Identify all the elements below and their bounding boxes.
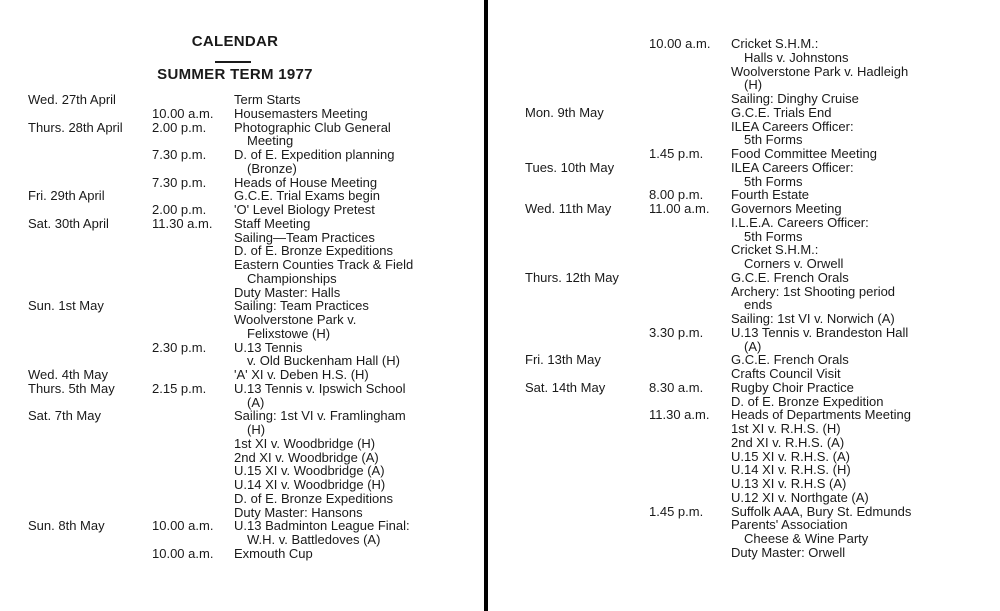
entry-events bbox=[731, 147, 995, 161]
entry-events bbox=[731, 353, 995, 381]
calendar-entry bbox=[28, 148, 484, 176]
calendar-entry bbox=[28, 409, 484, 519]
entry-events bbox=[234, 176, 484, 190]
event-line: D. of E. Expedition planning bbox=[234, 147, 395, 162]
entry-time: 1.45 p.m. bbox=[649, 146, 704, 161]
entry-events bbox=[731, 408, 995, 504]
event-line: Housemasters Meeting bbox=[234, 105, 368, 121]
calendar-entry bbox=[28, 217, 484, 300]
event-line: Archery: 1st Shooting period bbox=[731, 283, 896, 299]
event-line: G.C.E. French Orals bbox=[731, 352, 849, 368]
event-line: Fourth Estate bbox=[731, 187, 810, 203]
entry-events bbox=[234, 93, 484, 107]
calendar-entry bbox=[28, 189, 484, 203]
entry-events bbox=[731, 202, 995, 271]
entry-date: Sun. 1st May bbox=[28, 298, 104, 314]
entry-date: Sat. 14th May bbox=[525, 379, 606, 395]
event-line: D. of E. Bronze Expedition bbox=[731, 393, 884, 409]
event-line: Corners v. Orwell bbox=[744, 256, 844, 271]
entry-date: Wed. 27th April bbox=[28, 92, 116, 107]
entry-date: Wed. 11th May bbox=[525, 201, 612, 216]
entry-time: 10.00 a.m. bbox=[649, 36, 711, 51]
entry-events bbox=[731, 161, 995, 189]
entry-time bbox=[152, 299, 234, 340]
event-line: Exmouth Cup bbox=[234, 545, 313, 561]
calendar-entry bbox=[28, 121, 484, 149]
entry-time: 1.45 p.m. bbox=[649, 503, 704, 519]
entry-date: Thurs. 28th April bbox=[28, 119, 123, 135]
event-line: G.C.E. Trials End bbox=[731, 104, 832, 120]
left-calendar-entries bbox=[28, 93, 484, 561]
entry-time bbox=[152, 409, 234, 519]
entry-events bbox=[731, 37, 995, 106]
event-line: 2nd XI v. Woodbridge (A) bbox=[234, 449, 379, 465]
entry-time bbox=[649, 271, 731, 326]
calendar-entry bbox=[28, 176, 484, 190]
event-line: Parents' Association bbox=[731, 517, 848, 533]
entry-events bbox=[234, 203, 484, 217]
entry-time: 3.30 p.m. bbox=[649, 324, 704, 340]
entry-date: Fri. 13th May bbox=[525, 352, 601, 368]
entry-time: 10.00 a.m. bbox=[152, 545, 214, 561]
calendar-entry bbox=[525, 188, 995, 202]
event-line: 5th Forms bbox=[744, 228, 803, 244]
event-line: Photographic Club General bbox=[234, 119, 391, 135]
right-calendar-entries bbox=[525, 37, 995, 560]
entry-events bbox=[731, 326, 995, 354]
event-line: (H) bbox=[744, 77, 763, 93]
event-line: D. of E. Bronze Expeditions bbox=[234, 243, 393, 259]
calendar-entry bbox=[28, 299, 484, 340]
event-line: Sailing—Team Practices bbox=[234, 229, 375, 245]
entry-date: Tues. 10th May bbox=[525, 159, 615, 175]
term-subtitle: SUMMER TERM 1977 bbox=[157, 66, 313, 83]
entry-time: 2.00 p.m. bbox=[152, 119, 207, 135]
event-line: U.15 XI v. R.H.S. (A) bbox=[731, 448, 850, 464]
entry-events bbox=[234, 148, 484, 176]
event-line: Staff Meeting bbox=[234, 215, 311, 231]
entry-events bbox=[234, 217, 484, 300]
event-line: Food Committee Meeting bbox=[731, 146, 877, 161]
calendar-entry bbox=[28, 93, 484, 107]
event-line: Duty Master: Orwell bbox=[731, 544, 846, 560]
entry-time bbox=[649, 161, 731, 189]
calendar-entry bbox=[525, 505, 995, 560]
left-page bbox=[0, 0, 484, 611]
entry-events bbox=[234, 341, 484, 369]
event-line: Woolverstone Park v. Hadleigh bbox=[731, 63, 909, 79]
entry-time: 11.00 a.m. bbox=[649, 201, 710, 216]
event-line: U.15 XI v. Woodbridge (A) bbox=[234, 463, 385, 479]
calendar-entry bbox=[28, 107, 484, 121]
event-line: Cricket S.H.M.: bbox=[731, 36, 819, 51]
calendar-entry bbox=[525, 326, 995, 354]
entry-date bbox=[28, 107, 152, 121]
entry-date bbox=[525, 505, 649, 560]
calendar-entry bbox=[525, 106, 995, 147]
event-line: Heads of Departments Meeting bbox=[731, 407, 911, 423]
event-line: U.12 XI v. Northgate (A) bbox=[731, 489, 869, 505]
event-line: Duty Master: Hansons bbox=[234, 504, 363, 520]
entry-time: 11.30 a.m. bbox=[152, 215, 213, 231]
event-line: U.14 XI v. Woodbridge (H) bbox=[234, 477, 386, 492]
event-line: U.13 XI v. R.H.S (A) bbox=[731, 476, 847, 491]
entry-events bbox=[234, 121, 484, 149]
event-line: (A) bbox=[744, 338, 762, 354]
event-line: Felixstowe (H) bbox=[247, 325, 331, 341]
entry-events bbox=[731, 271, 995, 326]
event-line: U.14 XI v. R.H.S. (H) bbox=[731, 462, 851, 478]
calendar-entry bbox=[28, 203, 484, 217]
event-line: Suffolk AAA, Bury St. Edmunds bbox=[731, 503, 912, 519]
entry-events bbox=[234, 382, 484, 410]
event-line: Rugby Choir Practice bbox=[731, 379, 854, 395]
entry-date: Thurs. 12th May bbox=[525, 269, 619, 285]
event-line: Eastern Counties Track & Field bbox=[234, 257, 414, 272]
entry-events bbox=[234, 189, 484, 203]
entry-events bbox=[234, 547, 484, 561]
event-line: ends bbox=[744, 297, 773, 313]
entry-date bbox=[525, 408, 649, 504]
entry-date: Wed. 4th May bbox=[28, 367, 108, 382]
event-line: U.13 Tennis bbox=[234, 339, 303, 355]
calendar-entry bbox=[525, 271, 995, 326]
event-line: 5th Forms bbox=[744, 173, 803, 189]
entry-date: Sat. 30th April bbox=[28, 215, 109, 231]
entry-events bbox=[731, 505, 995, 560]
event-line: Halls v. Johnstons bbox=[744, 49, 849, 65]
entry-date bbox=[525, 147, 649, 161]
entry-time: 11.30 a.m. bbox=[649, 407, 710, 423]
event-line: Crafts Council Visit bbox=[731, 366, 841, 381]
entry-time bbox=[152, 93, 234, 107]
calendar-entry bbox=[525, 408, 995, 504]
event-line: ILEA Careers Officer: bbox=[731, 118, 854, 134]
event-line: G.C.E. French Orals bbox=[731, 269, 849, 285]
entry-date bbox=[28, 203, 152, 217]
event-line: v. Old Buckenham Hall (H) bbox=[247, 353, 400, 369]
event-line: (H) bbox=[247, 422, 266, 437]
entry-events bbox=[234, 107, 484, 121]
entry-events bbox=[731, 106, 995, 147]
event-line: Sailing: 1st VI v. Norwich (A) bbox=[731, 311, 895, 326]
event-line: G.C.E. Trial Exams begin bbox=[234, 188, 380, 204]
entry-time bbox=[649, 106, 731, 147]
event-line: Term Starts bbox=[234, 92, 301, 107]
entry-time: 10.00 a.m. bbox=[152, 518, 214, 534]
entry-date bbox=[525, 188, 649, 202]
event-line: I.L.E.A. Careers Officer: bbox=[731, 214, 869, 230]
event-line: U.13 Tennis v. Ipswich School bbox=[234, 380, 406, 396]
entry-events bbox=[234, 299, 484, 340]
calendar-entry bbox=[525, 353, 995, 381]
event-line: 'A' XI v. Deben H.S. (H) bbox=[234, 367, 369, 382]
event-line: 5th Forms bbox=[744, 132, 803, 148]
entry-date: Fri. 29th April bbox=[28, 188, 105, 204]
entry-date bbox=[525, 37, 649, 106]
entry-date: Sat. 7th May bbox=[28, 408, 101, 424]
entry-date: Mon. 9th May bbox=[525, 104, 604, 120]
event-line: 1st XI v. Woodbridge (H) bbox=[234, 435, 376, 451]
event-line: W.H. v. Battledoves (A) bbox=[247, 532, 381, 547]
calendar-entry bbox=[525, 381, 995, 409]
entry-time bbox=[649, 353, 731, 381]
event-line: Cheese & Wine Party bbox=[744, 531, 869, 546]
entry-time: 7.30 p.m. bbox=[152, 147, 207, 162]
entry-time bbox=[152, 189, 234, 203]
calendar-entry bbox=[525, 161, 995, 189]
event-line: 2nd XI v. R.H.S. (A) bbox=[731, 434, 845, 450]
calendar-entry bbox=[28, 519, 484, 547]
calendar-entry bbox=[28, 341, 484, 369]
entry-date bbox=[28, 176, 152, 190]
calendar-entry bbox=[525, 202, 995, 271]
right-page bbox=[488, 0, 1000, 611]
calendar-entry bbox=[525, 37, 995, 106]
event-line: Cricket S.H.M.: bbox=[731, 242, 819, 258]
event-line: Championships bbox=[247, 270, 337, 286]
event-line: Governors Meeting bbox=[731, 201, 842, 216]
calendar-entry bbox=[28, 368, 484, 382]
event-line: Sailing: 1st VI v. Framlingham bbox=[234, 408, 406, 424]
event-line: Sailing: Dinghy Cruise bbox=[731, 91, 859, 106]
event-line: U.13 Tennis v. Brandeston Hall bbox=[731, 324, 909, 340]
event-line: Sailing: Team Practices bbox=[234, 298, 369, 314]
calendar-entry bbox=[28, 547, 484, 561]
entry-events bbox=[731, 381, 995, 409]
entry-date: Thurs. 5th May bbox=[28, 380, 115, 396]
entry-time: 2.30 p.m. bbox=[152, 339, 207, 355]
entry-events bbox=[234, 368, 484, 382]
event-line: (A) bbox=[247, 394, 265, 410]
event-line: 1st XI v. R.H.S. (H) bbox=[731, 421, 841, 436]
entry-date: Sun. 8th May bbox=[28, 518, 105, 534]
title-divider-rule bbox=[215, 61, 251, 63]
entry-events bbox=[234, 519, 484, 547]
event-line: Meeting bbox=[247, 133, 294, 149]
entry-date bbox=[28, 547, 152, 561]
entry-time: 10.00 a.m. bbox=[152, 105, 214, 121]
entry-time bbox=[152, 368, 234, 382]
entry-events bbox=[234, 409, 484, 519]
calendar-entry bbox=[525, 147, 995, 161]
entry-date bbox=[28, 341, 152, 369]
event-line: (Bronze) bbox=[247, 160, 297, 176]
entry-date bbox=[525, 326, 649, 354]
event-line: Heads of House Meeting bbox=[234, 174, 378, 190]
event-line: D. of E. Bronze Expeditions bbox=[234, 490, 393, 506]
entry-time: 2.15 p.m. bbox=[152, 380, 207, 396]
event-line: Duty Master: Halls bbox=[234, 284, 341, 300]
event-line: U.13 Badminton League Final: bbox=[234, 518, 410, 534]
entry-time: 8.30 a.m. bbox=[649, 379, 704, 395]
entry-date bbox=[28, 148, 152, 176]
calendar-entry bbox=[28, 382, 484, 410]
entry-events bbox=[731, 188, 995, 202]
entry-time: 2.00 p.m. bbox=[152, 202, 207, 217]
event-line: 'O' Level Biology Pretest bbox=[234, 202, 375, 217]
event-line: ILEA Careers Officer: bbox=[731, 159, 854, 175]
event-line: Woolverstone Park v. bbox=[234, 312, 357, 327]
entry-time: 8.00 p.m. bbox=[649, 187, 704, 203]
entry-time: 7.30 p.m. bbox=[152, 174, 207, 190]
calendar-title: CALENDAR bbox=[191, 33, 279, 50]
